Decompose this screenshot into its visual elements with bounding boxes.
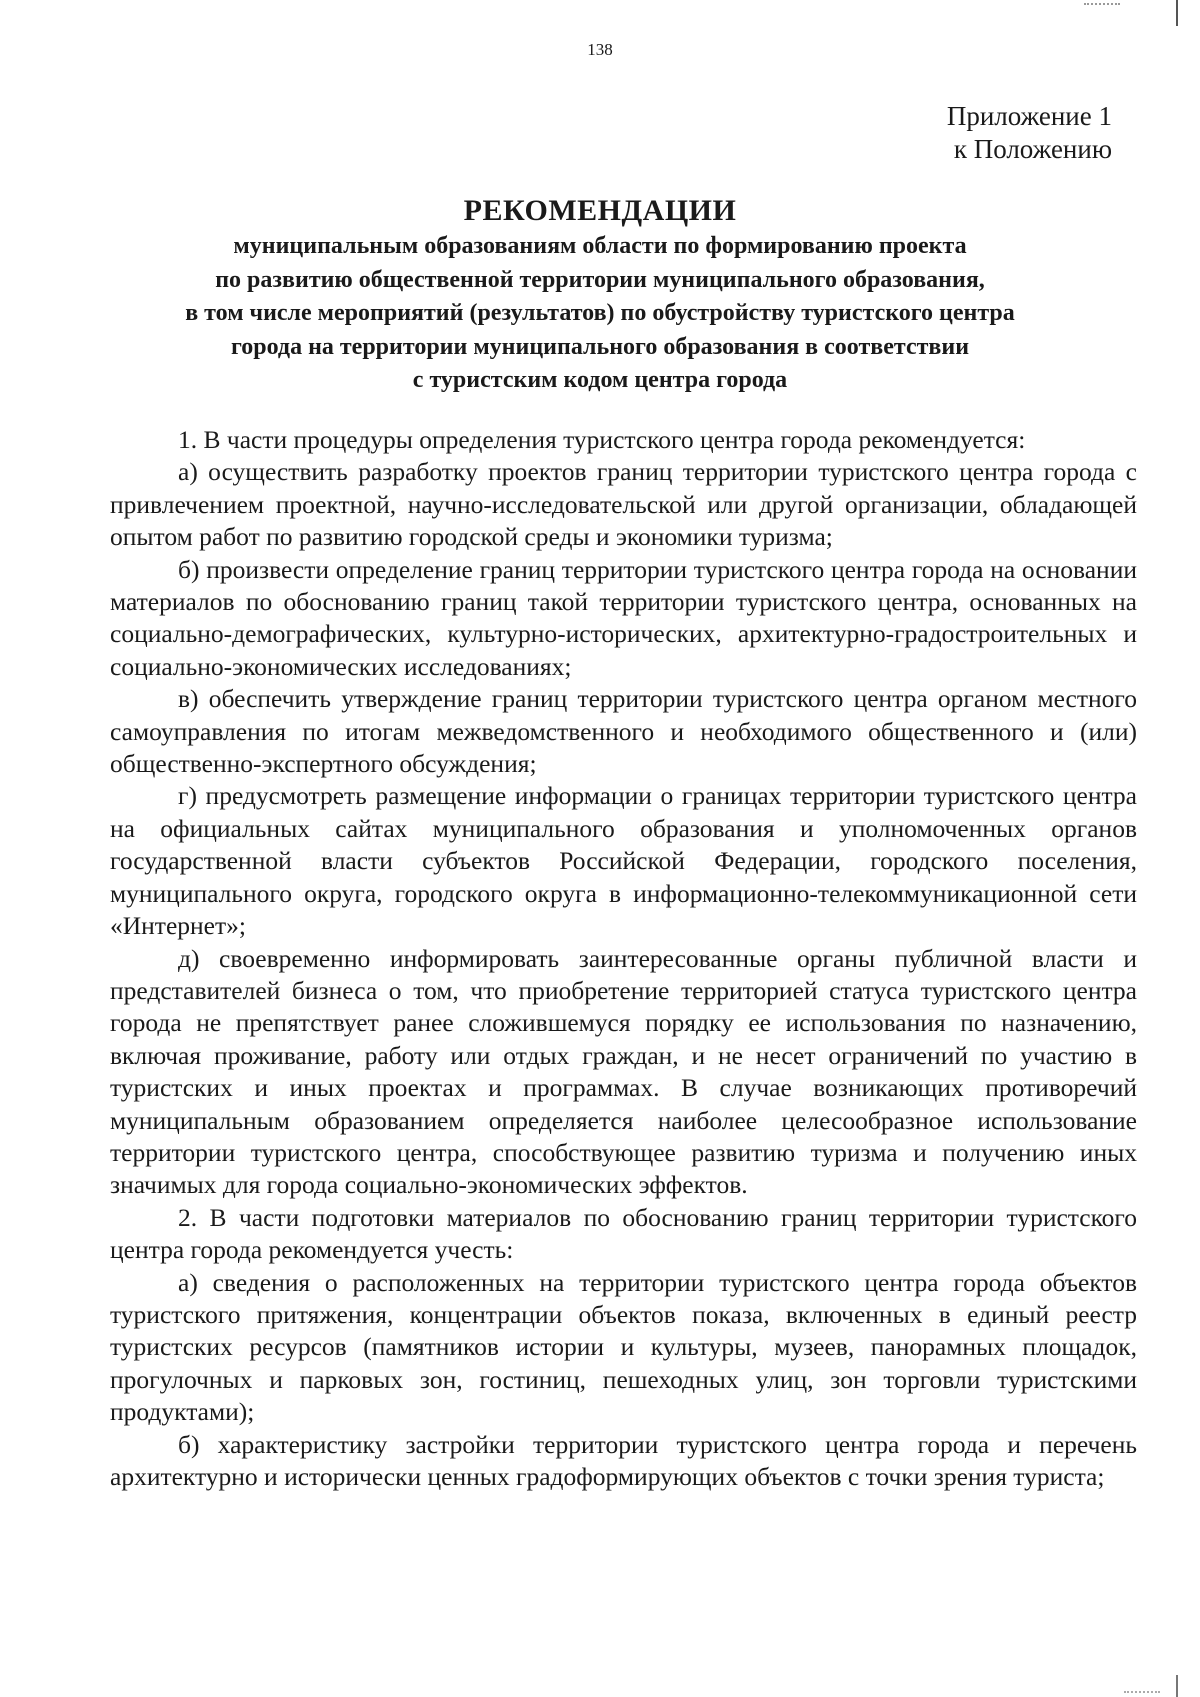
- title-sub-line: муниципальным образованиям области по формированию проекта: [233, 233, 967, 259]
- scan-artifact-bottom: [1124, 1688, 1160, 1693]
- scan-artifact-top: [1084, 0, 1120, 5]
- document-title: [80, 192, 1120, 398]
- paragraph-2b: б) характеристику застройки территории туристского центра города и перечень архитектурно и исторически ценных градоформирующих объектов с точки зрения туриста;: [110, 1429, 1137, 1491]
- paragraph-2a: а) сведения о расположенных на территории туристского центра города объектов туристского притяжения, концентрации объектов показа, включенных в единый реестр туристских ресурсов (памятников истории и культуры, музеев, панорамных площадок, прогулочных и парковых зон, гостиниц, пешеходных улиц, зон торговли туристскими продуктами);: [110, 1267, 1137, 1427]
- title-main: РЕКОМЕНДАЦИИ: [463, 194, 737, 227]
- title-sub-line: с туристским кодом центра города: [412, 367, 788, 393]
- appendix-line-1: Приложение 1: [946, 101, 1112, 131]
- document-body: [110, 424, 1137, 1493]
- title-sub-line: по развитию общественной территории муниципального образования,: [215, 266, 985, 293]
- title-sub-line: города на территории муниципального образования в соответствии: [230, 333, 970, 360]
- title-sub-line: в том числе мероприятий (результатов) по обустройству туристского центра: [185, 300, 1015, 326]
- paragraph-1: 1. В части процедуры определения туристского центра города рекомендуется:: [178, 425, 1026, 454]
- scan-edge-mark-bottom: [1176, 1675, 1178, 1697]
- paragraph-1v: в) обеспечить утверждение границ территории туристского центра органом местного самоуправления по итогам межведомственного и необходимого общественного и (или) общественно-экспертного обсуждения;: [110, 684, 1137, 779]
- title-subtitle: [80, 230, 1120, 398]
- paragraph-1g: г) предусмотреть размещение информации о границах территории туристского центра на официальных сайтах муниципального образования и уполномоченных органов государственной власти субъектов Российской Федерации, городского поселения, муниципального округа, городского округа в информационно-телекоммуникационной сети «Интернет»;: [110, 781, 1137, 941]
- appendix-line-2: к Положению: [953, 134, 1112, 164]
- paragraph-2: 2. В части подготовки материалов по обоснованию границ территории туристского центра города рекомендуется учесть:: [110, 1202, 1137, 1265]
- appendix-reference: [947, 100, 1112, 166]
- scan-edge-mark-top: [1176, 0, 1178, 26]
- paragraph-1d: д) своевременно информировать заинтересованные органы публичной власти и представителей бизнеса о том, что приобретение территорией статуса туристского центра города не препятствует ранее сложившемуся порядку ее использования по назначению, включая проживание, работу или отдых граждан, и не несет ограничений по участию в туристских и иных проектах и программах. В случае возникающих противоречий муниципальным образованием определяется наиболее целесообразное использование территории туристского центра, способствующее развитию туризма и получению иных значимых для города социально-экономических эффектов.: [110, 943, 1137, 1200]
- paragraph-1b: б) произвести определение границ территории туристского центра города на основании материалов по обоснованию границ такой территории туристского центра, основанных на социально-демографических, культурно-исторических, архитектурно-градостроительных и социально-экономических исследованиях;: [110, 554, 1137, 681]
- page-number: 138: [587, 40, 613, 59]
- paragraph-1a: а) осуществить разработку проектов границ территории туристского центра города с привлечением проектной, научно-исследовательской или другой организации, обладающей опытом работ по развитию городской среды и экономики туризма;: [110, 457, 1137, 552]
